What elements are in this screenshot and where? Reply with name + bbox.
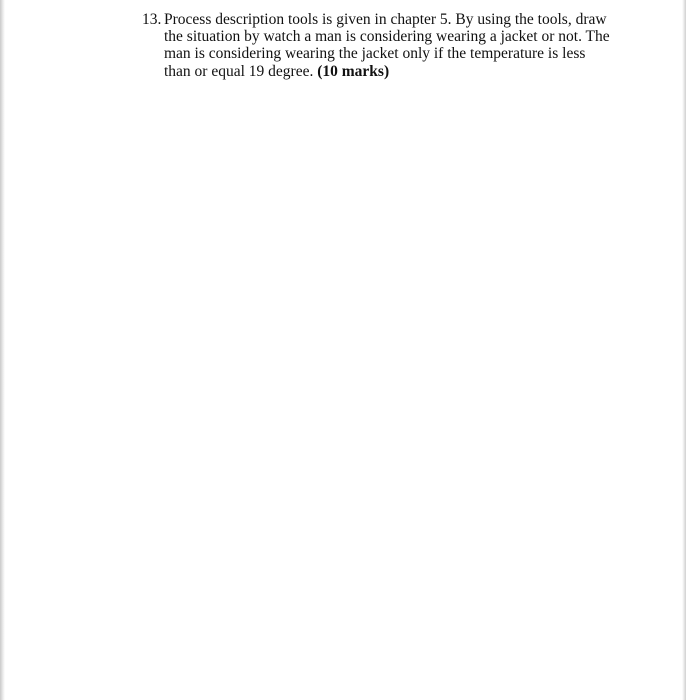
question-text — [164, 11, 612, 80]
question-line-3: man is considering wearing the jacket only if the temperature is less — [164, 45, 586, 63]
question-line-1: Process description tools is given in chapter 5. By using the tools, draw — [164, 11, 607, 28]
page-shadow-right — [682, 0, 686, 700]
question-13 — [142, 11, 612, 80]
question-line-2: the situation by watch a man is considering wearing a jacket or not. The — [164, 28, 610, 46]
question-number: 13. — [142, 11, 162, 28]
question-line-4-text: than or equal 19 degree. — [164, 62, 314, 80]
question-marks: (10 marks) — [317, 62, 390, 80]
question-line-4 — [164, 63, 612, 80]
page-shadow-left — [0, 0, 5, 700]
